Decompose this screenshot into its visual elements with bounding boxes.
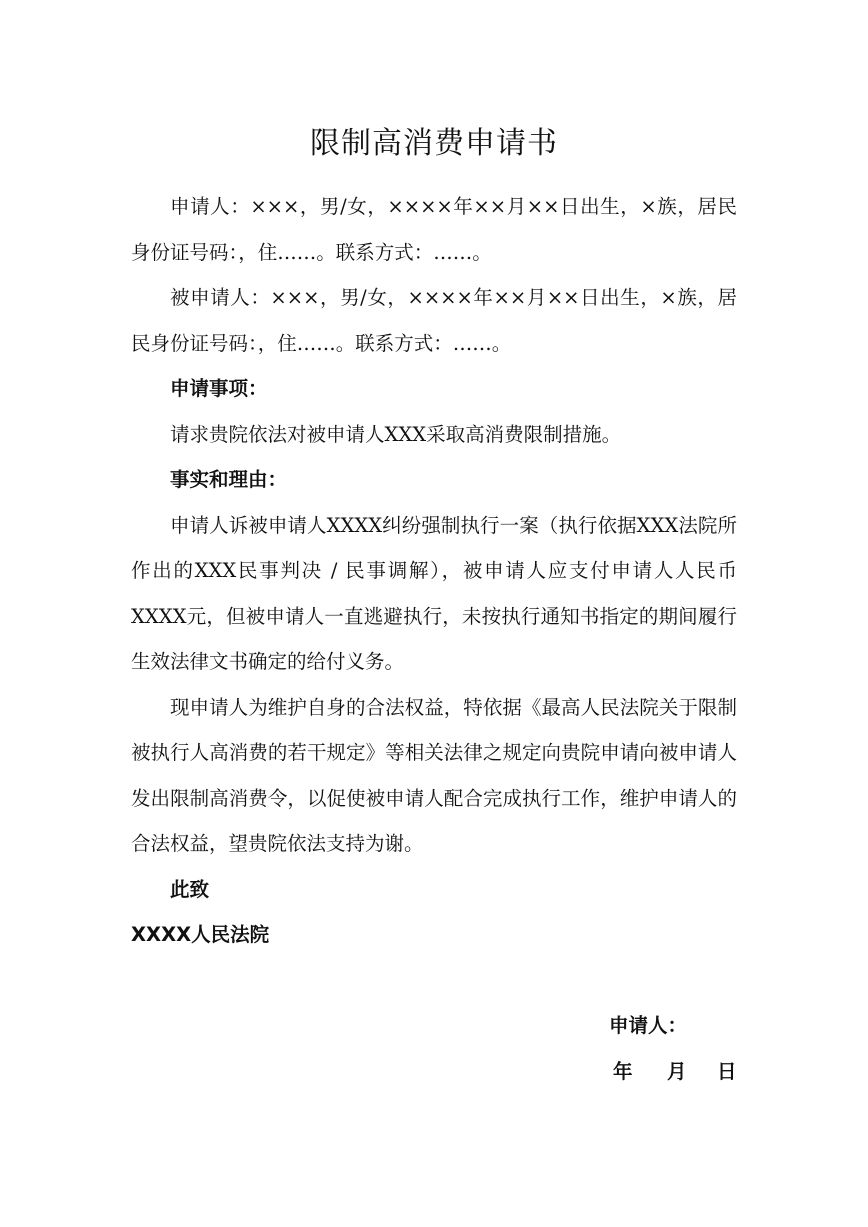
facts-heading: 事实和理由： (170, 468, 288, 491)
document-title: 限制高消费申请书 (310, 126, 558, 161)
applicant-paragraph: 申请人：×××，男/女，××××年××月××日出生，×族，居民身份证号码：，住……。联系方式：……。 (131, 195, 737, 264)
facts-paragraph-1: 申请人诉被申请人XXXX纠纷强制执行一案（执行依据XXX法院所作出的XXX民事判决 / 民事调解），被申请人应支付申请人人民币XXXX元，但被申请人一直逃避执行，未按执行通知书指定的期间履行生效法律文书确定的给付义务。 (131, 513, 737, 673)
date-month: 月 (667, 1060, 687, 1083)
facts-paragraph-2: 现申请人为维护自身的合法权益，特依据《最高人民法院关于限制被执行人高消费的若干规定》等相关法律之规定向贵院申请向被申请人发出限制高消费令，以促使被申请人配合完成执行工作，维护申请人的合法权益，望贵院依法支持为谢。 (131, 695, 737, 855)
date-line (613, 1056, 737, 1084)
date-year: 年 (613, 1060, 633, 1083)
respondent-paragraph: 被申请人：×××，男/女，××××年××月××日出生，×族，居民身份证号码：，住……。联系方式：……。 (131, 286, 737, 355)
claims-heading: 申请事项： (170, 377, 268, 400)
date-day: 日 (717, 1060, 737, 1083)
signature-label: 申请人： (609, 1014, 688, 1037)
document-body (131, 184, 737, 958)
closing-salutation: 此致 (170, 877, 210, 901)
court-name: XXXX人民法院 (131, 923, 270, 946)
claims-paragraph: 请求贵院依法对被申请人XXX采取高消费限制措施。 (170, 422, 622, 446)
